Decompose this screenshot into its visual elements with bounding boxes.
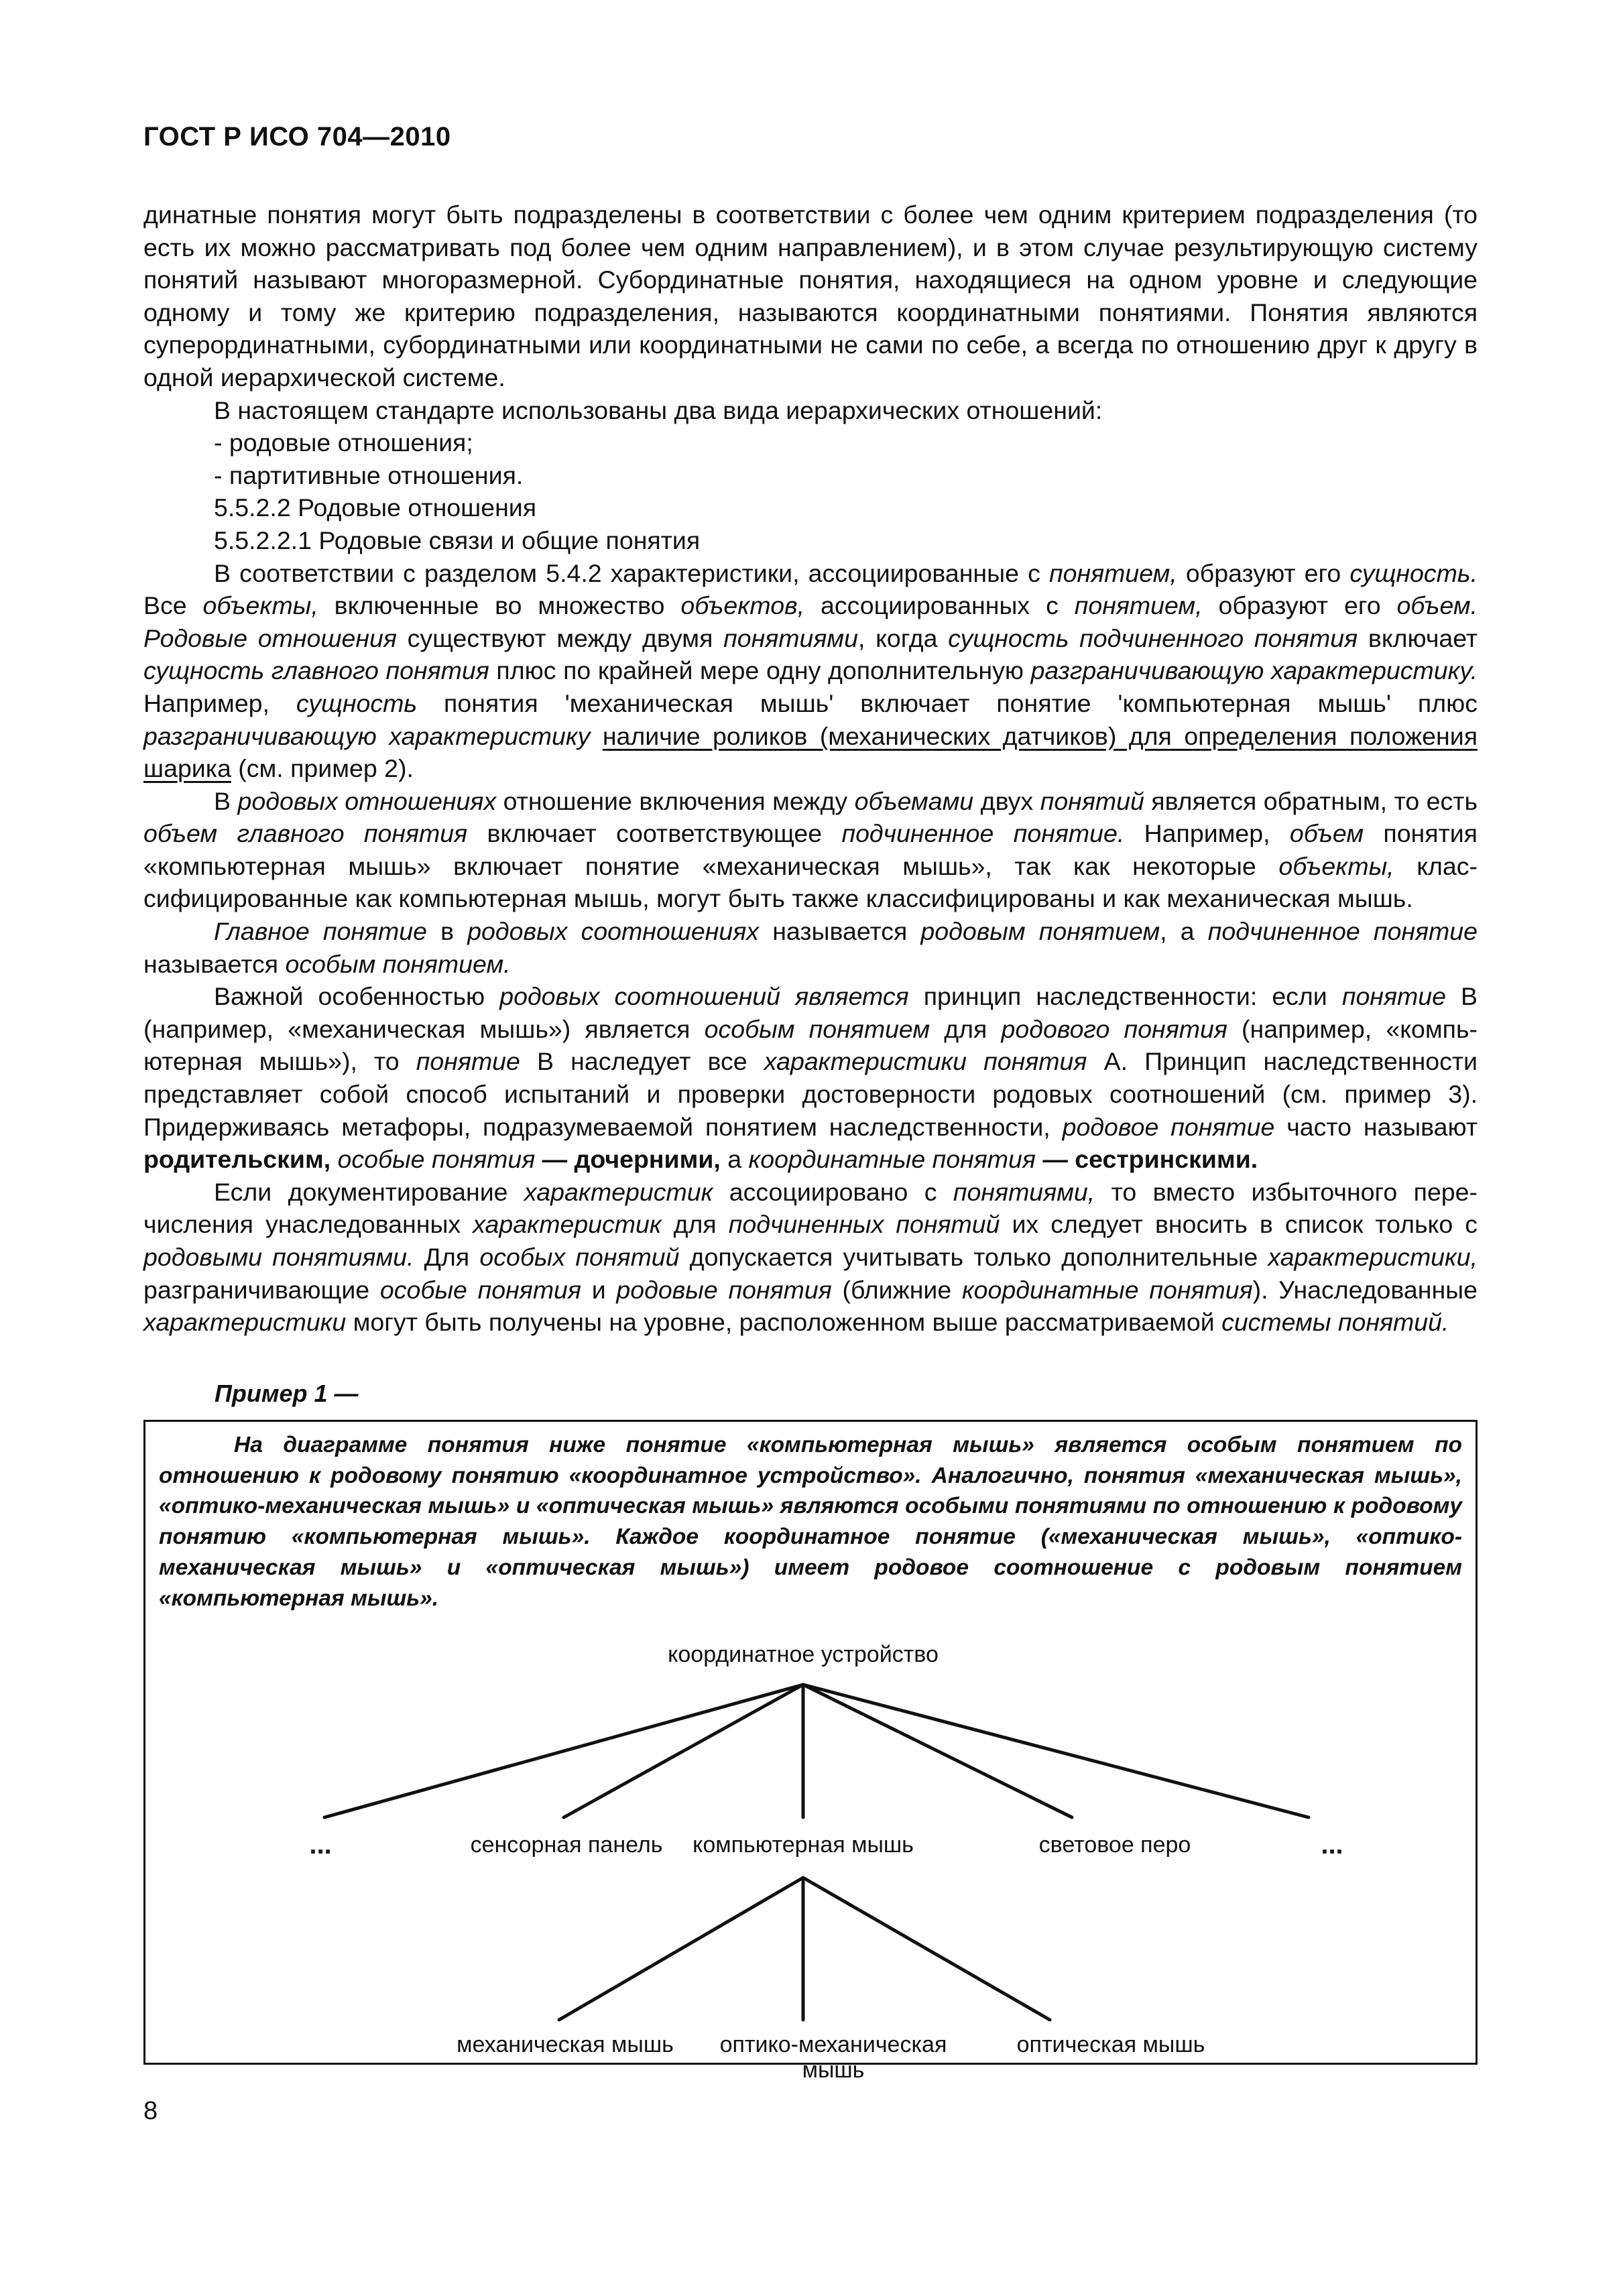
example-box <box>143 1420 1478 2083</box>
diagram-link <box>564 1685 803 1817</box>
paragraph-7: Если документирование характеристик ассоциировано с понятиями, то вместо избыточного перечисления унаследованных характеристик для подчиненных понятий их следует вносить в список только с родовыми понятиями. Для особых понятий допускается учитывать только дополнительные характеристики, разграничивающие особые понятия и родовые понятия (ближние координатные понятия). Унаследованные характеристики могут быть получены на уровне, расположенном выше рассматриваемой системы понятий. <box>143 1177 1478 1337</box>
diagram-link <box>803 1685 1072 1817</box>
diagram-node: световое перо <box>1038 1832 1191 1858</box>
list-item: - партитивные отношения. <box>214 461 524 489</box>
diagram-node: механическая мышь <box>457 2032 674 2057</box>
list-item: - родовые отношения; <box>214 428 473 457</box>
diagram-root-node: координатное устройство <box>668 1642 939 1667</box>
diagram-node: компьютерная мышь <box>693 1832 914 1858</box>
page-header: ГОСТ Р ИСО 704—2010 <box>143 122 451 152</box>
diagram-link <box>803 1685 1309 1817</box>
diagram-node: оптическая мышь <box>1016 2032 1205 2057</box>
example-text: На диаграмме понятия ниже понятие «компьютерная мышь» является особым понятием по отношению к родовому понятию «координатное устройство». Аналогично, понятия «механическая мышь», «оптико-механическая мышь» и «оптическая мышь» являются особыми понятиями по отношению к родовому понятию «компьютерная мышь». Каждое координатное понятие («механическая мышь», «оптико-механическая мышь» и «оптическая мышь») имеет родовое соотношение с родовым понятием «компьютерная мышь». <box>159 1433 1462 1611</box>
paragraph-3: В соответствии с разделом 5.4.2 характеристики, ассоциированные с понятием, образуют его сущность. Все объекты, включенные во множество объектов, ассоциированных с понятием, образуют его объем. Родовые отношения существуют между двумя понятиями, когда сущность подчиненного понятия включает сущность главного понятия плюс по крайней мере одну дополнительную разграничивающую характеристику. Например, сущность понятия 'механическая мышь' включает понятие 'компьютерная мышь' плюс разграничивающую характеристику наличие роликов (механических датчиков) для определения положения шарика (см. пример 2). <box>143 558 1478 783</box>
diagram-link <box>324 1685 803 1817</box>
paragraph-4: В родовых отношениях отношение включения между объемами двух понятий является обратным, то есть объем главного понятия включает соответствующее подчиненное понятие. Например, объем понятия «компьютерная мышь» включает понятие «механическая мышь», так как некоторые объекты, классифицированные как компьютерная мышь, могут быть также классифицированы и как механическая мышь. <box>143 786 1478 913</box>
diagram-link <box>559 1878 803 2020</box>
concept-diagram <box>145 1422 1476 2063</box>
section-heading: 5.5.2.2.1 Родовые связи и общие понятия <box>214 526 701 554</box>
diagram-node-ellipsis: ... <box>309 1830 332 1860</box>
paragraph-6: Важной особенностью родовых соотношений является принцип наследственности: если понятие В (например, «механическая мышь») является особым понятием для родового понятия (например, «компьютерная мышь»), то понятие В наследует все характеристики понятия А. Принцип наследственности представляет собой способ испытаний и проверки достоверности родовых соотношений (см. пример 3). Придерживаясь метафоры, подразумеваемой понятием наследственности, родовое понятие часто называют родительским, особые понятия — дочерними, а координатные понятия — сестринскими. <box>143 982 1478 1174</box>
underlined-phrase: наличие роликов (механических датчиков) для определения положения шарика <box>143 721 1478 783</box>
example-label: Пример 1 — <box>215 1380 359 1407</box>
paragraph-2: В настоящем стандарте использованы два вида иерархических отношений: <box>214 396 1103 424</box>
paragraph-5: Главное понятие в родовых соотношениях называется родовым понятием, а подчиненное понятие называется особым понятием. <box>143 917 1478 978</box>
diagram-node: сенсорная панель <box>470 1832 663 1858</box>
body-text <box>143 198 1478 1339</box>
diagram-node-ellipsis: ... <box>1321 1830 1343 1860</box>
diagram-link <box>803 1878 1050 2020</box>
diagram-node: оптико-механическая мышь <box>719 2032 947 2083</box>
paragraph-1: динатные понятия могут быть подразделены в соответствии с более чем одним критерием подразделения (то есть их можно рассматривать под более чем одним направлением), и в этом случае результирующую систему понятий называют многоразмерной. Субординатные понятия, находящиеся на одном уровне и следующие одному и тому же критерию подразделения, называются координатными понятиями. Понятия являются суперординатными, субординатными или координатными не сами по себе, а всегда по отношению друг к другу в одной иерархической системе. <box>143 200 1478 391</box>
page-number: 8 <box>143 2097 158 2125</box>
section-heading: 5.5.2.2 Родовые отношения <box>214 493 537 522</box>
